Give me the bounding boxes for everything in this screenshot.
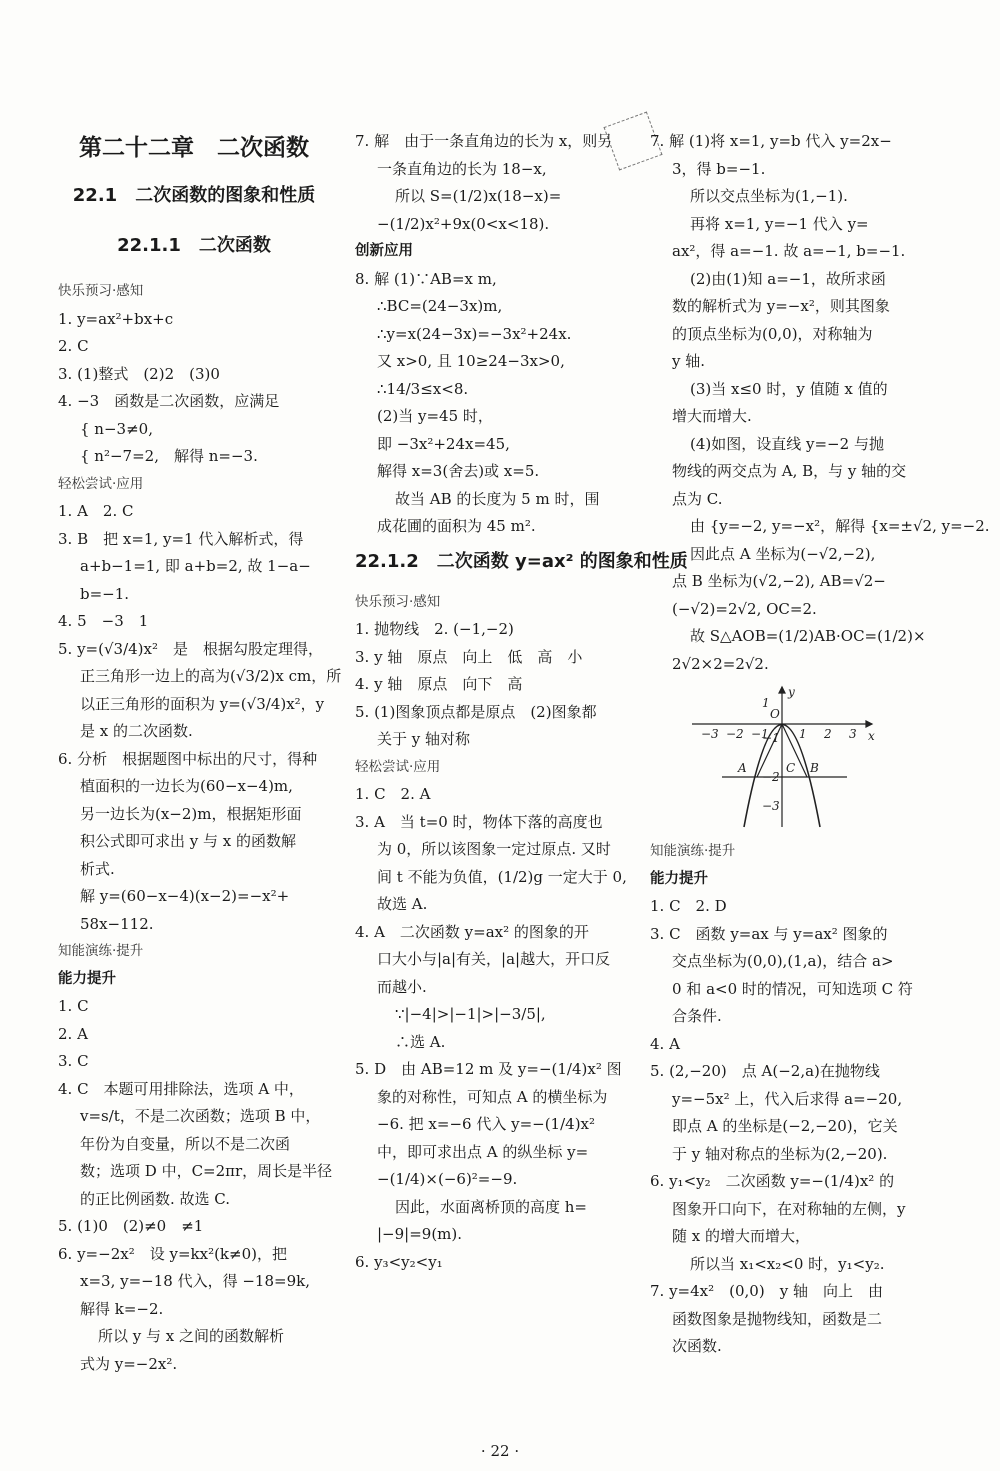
text-line: 点为 C. xyxy=(672,489,723,508)
text-line: 2√2×2=2√2. xyxy=(672,654,769,673)
text-line: 交点坐标为(0,0),(1,a)，结合 a> xyxy=(672,952,894,970)
point-C-label: C xyxy=(786,761,796,775)
page-number-value: 22 xyxy=(490,1442,510,1460)
text-line: 第二十二章 二次函数 xyxy=(79,135,309,161)
text-line: 合条件. xyxy=(672,1007,722,1025)
text-line: b=−1. xyxy=(80,584,130,603)
text-line: 5. (1)图象顶点都是原点 (2)图象都 xyxy=(355,702,597,721)
text-line: 3. C 函数 y=ax 与 y=ax² 图象的 xyxy=(650,924,888,943)
text-line: 随 x 的增大而增大， xyxy=(672,1227,810,1245)
text-line: 以正三角形的面积为 y=(√3/4)x²，y xyxy=(80,694,325,713)
text-line: 4. y 轴 原点 向下 高 xyxy=(355,675,523,693)
text-line: 关于 y 轴对称 xyxy=(377,730,471,748)
text-line: y 轴. xyxy=(672,352,706,370)
text-line: 再将 x=1, y=−1 代入 y= xyxy=(690,214,869,233)
text-line: 的正比例函数. 故选 C. xyxy=(80,1189,231,1208)
text-line: 函数图象是抛物线知，函数是二 xyxy=(672,1309,883,1328)
text-line: 1. 抛物线 2. (−1,−2) xyxy=(355,620,514,638)
text-line: 图象开口向下，在对称轴的左侧，y xyxy=(672,1199,906,1218)
text-line: 数；选项 D 中，C=2πr，周长是半径 xyxy=(80,1162,333,1180)
x-tick-label: 2 xyxy=(824,727,832,741)
text-line: 58x−112. xyxy=(80,914,154,933)
text-line: { n²−7=2, 解得 n=−3. xyxy=(80,447,258,465)
x-tick-label: 1 xyxy=(799,727,807,741)
text-line: (2)当 y=45 时， xyxy=(377,407,493,425)
text-line: 3. A 当 t=0 时，物体下落的高度也 xyxy=(355,812,603,831)
text-line: 3. (1)整式 (2)2 (3)0 xyxy=(58,364,220,383)
text-line: 故当 AB 的长度为 5 m 时，围 xyxy=(395,489,600,508)
text-line: 6. y₁<y₂ 二次函数 y=−(1/4)x² 的 xyxy=(650,1172,895,1190)
text-line: (4)如图，设直线 y=−2 与抛 xyxy=(690,434,884,453)
text-line: 3. y 轴 原点 向上 低 高 小 xyxy=(355,647,583,666)
text-line: (2)由(1)知 a=−1，故所求函 xyxy=(690,269,886,288)
text-line: 22.1.1 二次函数 xyxy=(117,235,271,256)
text-line: 快乐预习·感知 xyxy=(355,593,441,610)
text-line: 为 0，所以该图象一定过原点. 又时 xyxy=(377,840,611,858)
text-line: 22.1.2 二次函数 y=ax² 的图象和性质 xyxy=(355,550,688,572)
answer-column-1 xyxy=(58,128,342,1378)
text-line: 0 和 a<0 时的情况，可知选项 C 符 xyxy=(672,979,913,998)
text-line: −(1/4)×(−6)²=−9. xyxy=(377,1170,518,1188)
text-line: 2. A xyxy=(58,1024,88,1043)
text-line: 增大而增大. xyxy=(672,407,752,425)
text-line: 解得 k=−2. xyxy=(80,1299,164,1318)
column-3-bottom xyxy=(650,838,912,1361)
text-line: |−9|=9(m). xyxy=(377,1225,463,1243)
text-line: 4. 5 −3 1 xyxy=(58,612,149,630)
text-line: 植面积的一边长为(60−x−4)m, xyxy=(80,777,293,795)
x-axis-label: x xyxy=(868,729,875,743)
text-line: 解得 x=3(舍去)或 x=5. xyxy=(377,462,540,480)
text-line: 7. 解 由于一条直角边的长为 x，则另 xyxy=(355,132,613,150)
text-line: 即 −3x²+24x=45, xyxy=(377,434,510,453)
text-line: 22.1 二次函数的图象和性质 xyxy=(72,185,316,206)
text-line: 而越小. xyxy=(377,977,427,996)
text-line: 4. A 二次函数 y=ax² 的图象的开 xyxy=(355,922,589,941)
text-line: ∵|−4|>|−1|>|−3/5|, xyxy=(395,1005,546,1023)
y-tick-label: −1 xyxy=(762,731,780,745)
text-line: 次函数. xyxy=(672,1337,722,1355)
text-line: ∴14/3≤x<8. xyxy=(377,379,469,398)
page-number: · 22 · xyxy=(480,1442,520,1460)
text-line: 4. C 本题可用排除法，选项 A 中， xyxy=(58,1079,304,1098)
text-line: 所以 y 与 x 之间的函数解析 xyxy=(98,1327,285,1345)
text-line: 因此，水面离桥顶的高度 h= xyxy=(395,1197,587,1216)
text-line: 4. −3 函数是二次函数，应满足 xyxy=(58,392,280,410)
text-line: 一条直角边的长为 18−x, xyxy=(377,159,547,178)
text-line: { n−3≠0, xyxy=(80,419,153,438)
text-line: 能力提升 xyxy=(58,970,116,987)
text-line: 1. y=ax²+bx+c xyxy=(58,309,174,328)
text-line: 能力提升 xyxy=(650,870,708,887)
text-line: 5. (1)0 (2)≠0 ≠1 xyxy=(58,1217,204,1235)
text-line: 7. y=4x² (0,0) y 轴 向上 由 xyxy=(650,1282,883,1300)
text-line: 轻松尝试·应用 xyxy=(58,475,144,492)
x-tick-label: 3 xyxy=(849,727,857,741)
text-line: 创新应用 xyxy=(355,243,413,259)
text-line: 故 S△AOB=(1/2)AB·OC=(1/2)× xyxy=(690,627,926,645)
text-line: (−√2)=2√2, OC=2. xyxy=(672,599,817,618)
text-line: 年份为自变量，所以不是二次函 xyxy=(80,1134,291,1153)
y-tick-label: 1 xyxy=(762,696,770,710)
text-line: 即点 A 的坐标是(−2,−20)，它关 xyxy=(672,1117,898,1135)
text-line: −(1/2)x²+9x(0<x<18). xyxy=(377,214,550,233)
text-line: 3. C xyxy=(58,1052,89,1070)
text-line: 中，即可求出点 A 的纵坐标 y= xyxy=(377,1142,589,1161)
column-3-top xyxy=(650,128,990,678)
text-line: 的顶点坐标为(0,0)，对称轴为 xyxy=(672,324,873,343)
text-line: 成花圃的面积为 45 m². xyxy=(377,517,536,535)
text-line: 4. A xyxy=(650,1034,680,1053)
x-tick-label: −2 xyxy=(726,727,744,741)
text-line: a+b−1=1, 即 a+b=2, 故 1−a− xyxy=(80,557,311,575)
text-line: 象的对称性，可知点 A 的横坐标为 xyxy=(377,1087,608,1106)
text-line: x=3, y=−18 代入，得 −18=9k, xyxy=(80,1272,310,1290)
text-line: 式为 y=−2x². xyxy=(80,1354,178,1373)
text-line: 8. 解 (1)∵AB=x m, xyxy=(355,269,497,288)
text-line: 轻松尝试·应用 xyxy=(355,758,441,775)
y-tick-label: −2 xyxy=(762,770,780,784)
text-line: ax²，得 a=−1. 故 a=−1, b=−1. xyxy=(672,242,906,260)
text-line: 知能演练·提升 xyxy=(58,943,144,959)
text-line: 物线的两交点为 A, B，与 y 轴的交 xyxy=(672,462,907,480)
text-line: 间 t 不能为负值，(1/2)g 一定大于 0, xyxy=(377,867,627,886)
text-line: 1. C 2. A xyxy=(355,785,431,803)
text-line: 6. y=−2x² 设 y=kx²(k≠0)，把 xyxy=(58,1244,287,1263)
text-line: 解 y=(60−x−4)(x−2)=−x²+ xyxy=(80,887,290,905)
text-line: 析式. xyxy=(80,859,115,878)
x-axis-arrow xyxy=(866,721,872,727)
text-line: 故选 A. xyxy=(377,895,428,913)
text-line: 又 x>0, 且 10≥24−3x>0, xyxy=(377,352,565,370)
text-line: v=s/t，不是二次函数；选项 B 中， xyxy=(80,1107,321,1125)
origin-label: O xyxy=(770,707,780,721)
text-line: 因此点 A 坐标为(−√2,−2), xyxy=(690,544,876,563)
y-axis-label: y xyxy=(788,685,795,699)
text-line: 于 y 轴对称点的坐标为(2,−20). xyxy=(672,1144,888,1163)
y-tick-label: −3 xyxy=(762,799,780,813)
y-axis-arrow xyxy=(779,687,785,693)
text-line: 快乐预习·感知 xyxy=(58,283,144,299)
text-line: 积公式即可求出 y 与 x 的函数解 xyxy=(80,832,297,850)
text-line: 6. 分析 根据题图中标出的尺寸，得种 xyxy=(58,749,318,768)
text-line: 所以 S=(1/2)x(18−x)= xyxy=(395,187,562,205)
text-line: 6. y₃<y₂<y₁ xyxy=(355,1252,443,1271)
text-line: 5. y=(√3/4)x² 是 根据勾股定理得， xyxy=(58,639,323,658)
text-line: 7. 解 (1)将 x=1, y=b 代入 y=2x− xyxy=(650,132,892,150)
text-line: ∴y=x(24−3x)=−3x²+24x. xyxy=(377,324,572,343)
text-line: ∴BC=(24−3x)m, xyxy=(377,297,503,315)
x-tick-label: −3 xyxy=(701,727,719,741)
answer-column-3 xyxy=(650,128,990,1361)
text-line: 3. B 把 x=1, y=1 代入解析式，得 xyxy=(58,529,304,548)
text-line: 所以交点坐标为(1,−1). xyxy=(690,187,848,205)
parabola-graph xyxy=(682,682,882,832)
text-line: 1. C 2. D xyxy=(650,897,727,915)
point-B-label: B xyxy=(810,761,819,775)
text-line: 所以当 x₁<x₂<0 时，y₁<y₂. xyxy=(690,1254,885,1273)
text-line: 点 B 坐标为(√2,−2), AB=√2− xyxy=(672,572,886,590)
text-line: y=−5x² 上，代入后求得 a=−20, xyxy=(672,1089,903,1108)
text-line: 1. C xyxy=(58,997,89,1015)
text-line: 5. (2,−20) 点 A(−2,a)在抛物线 xyxy=(650,1062,880,1080)
text-line: 数的解析式为 y=−x²，则其图象 xyxy=(672,297,890,315)
text-line: 3，得 b=−1. xyxy=(672,159,766,178)
text-line: 另一边长为(x−2)m，根据矩形面 xyxy=(80,804,302,823)
text-line: 知能演练·提升 xyxy=(650,843,736,859)
x-tick-label: −1 xyxy=(751,727,769,741)
text-line: ∴选 A. xyxy=(395,1032,446,1051)
text-line: 5. D 由 AB=12 m 及 y=−(1/4)x² 图 xyxy=(355,1060,622,1078)
text-line: 正三角形一边上的高为(√3/2)x cm，所 xyxy=(80,667,342,685)
text-line: 口大小与|a|有关，|a|越大，开口反 xyxy=(377,950,611,968)
text-line: 是 x 的二次函数. xyxy=(80,722,193,740)
text-line: −6. 把 x=−6 代入 y=−(1/4)x² xyxy=(377,1115,596,1133)
text-line: 2. C xyxy=(58,337,89,355)
point-A-label: A xyxy=(738,761,747,775)
text-line: 1. A 2. C xyxy=(58,502,134,520)
text-line: (3)当 x≤0 时，y 值随 x 值的 xyxy=(690,379,888,398)
text-line: 由 {y=−2, y=−x²，解得 {x=±√2, y=−2. xyxy=(690,517,990,535)
